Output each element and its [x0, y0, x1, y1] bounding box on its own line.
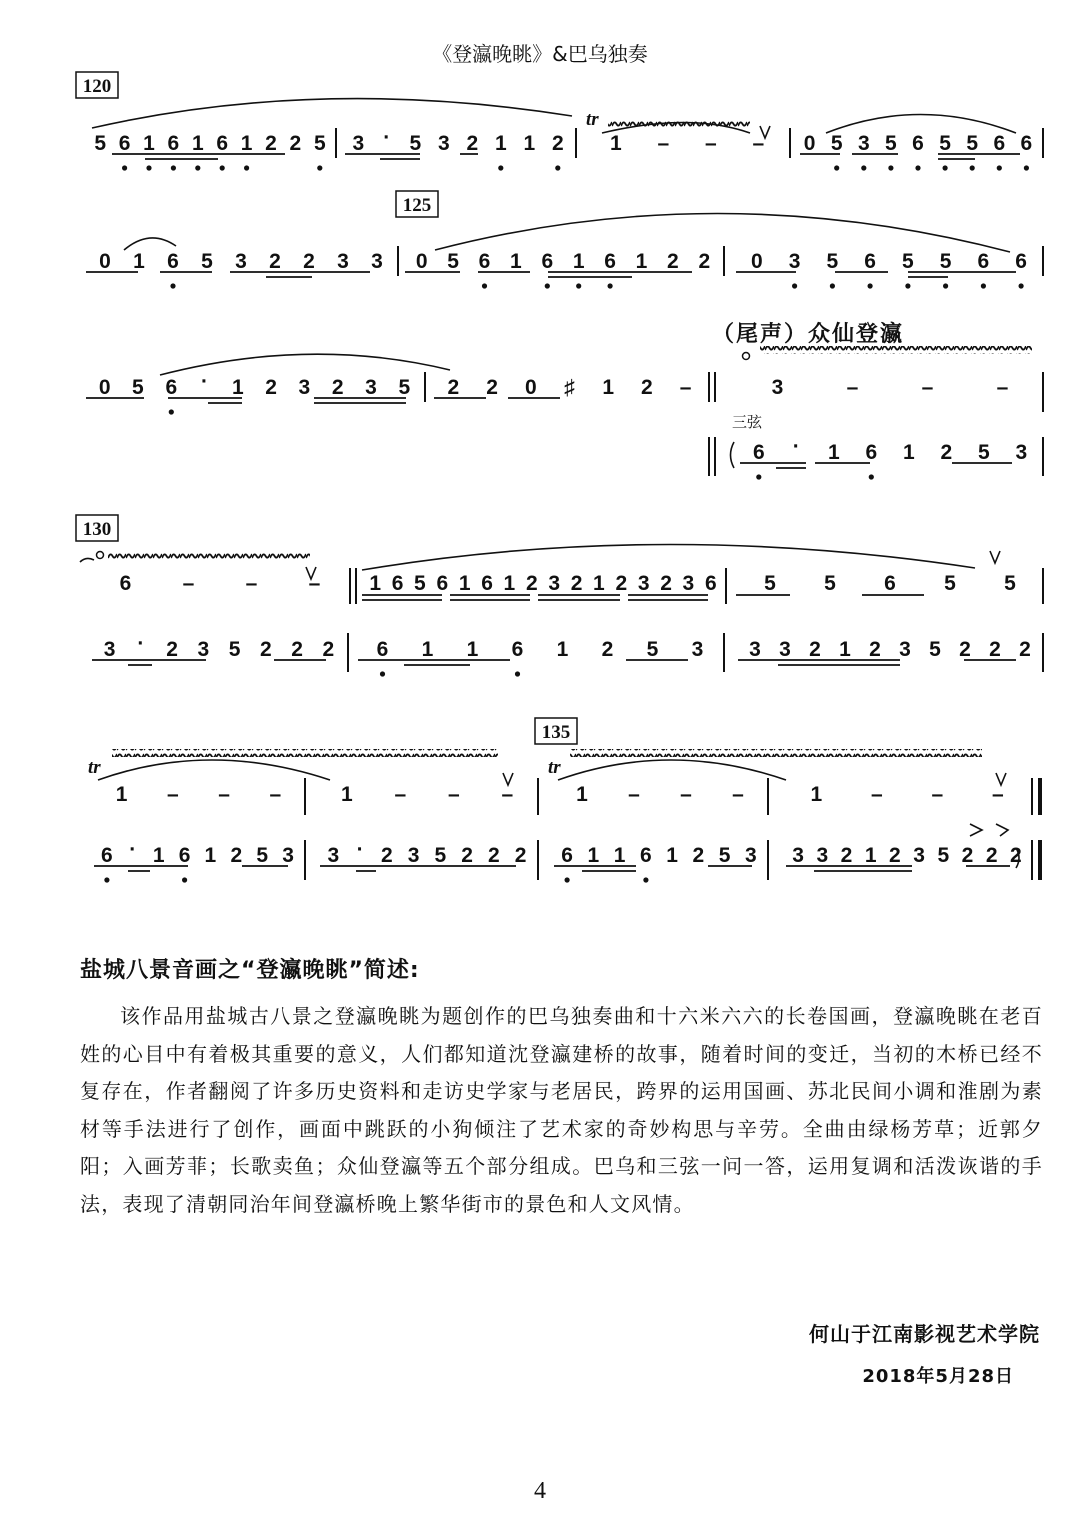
low-octave-dot — [244, 165, 249, 170]
score-note: 6 — [640, 844, 652, 867]
score-note: 1 — [666, 844, 678, 867]
score-note: – — [218, 783, 230, 806]
score-note: – — [679, 376, 692, 399]
score-note: 1 — [369, 572, 382, 595]
low-octave-dot — [1024, 165, 1029, 170]
low-octave-dot — [220, 165, 225, 170]
score-note: 5 — [824, 572, 836, 595]
score-note: 1 — [340, 783, 353, 806]
low-octave-dot — [868, 283, 873, 288]
score-note: 6 — [884, 572, 896, 595]
score-note: ♯ — [564, 376, 575, 399]
low-octave-dot — [182, 877, 187, 882]
low-octave-dot — [643, 877, 648, 882]
low-octave-dot — [943, 165, 948, 170]
score-note: 1 — [503, 572, 516, 595]
score-note: 2 — [265, 132, 277, 155]
score-note: 5 — [313, 132, 326, 155]
score-note: – — [870, 783, 883, 806]
score-note: 6 — [436, 572, 449, 595]
low-octave-dot — [905, 283, 910, 288]
score-note: 3 — [327, 844, 340, 867]
score-note: 3 — [371, 250, 383, 273]
score-note: 3 — [235, 250, 247, 273]
score-note: 2 — [1019, 638, 1031, 661]
score-note: 5 — [414, 572, 426, 595]
score-note: 1 — [810, 783, 823, 806]
score-note: 1 — [240, 132, 253, 155]
score-note: 5 — [447, 250, 459, 273]
score-note: 2 — [809, 638, 821, 661]
score-note: 1 — [576, 783, 588, 806]
low-octave-dot — [792, 283, 797, 288]
score-note: 3 — [197, 638, 210, 661]
score-note: 2 — [961, 844, 974, 867]
score-note: 1 — [523, 132, 536, 155]
score-note: 2 — [322, 638, 335, 661]
score-note: 6 — [752, 441, 765, 464]
score-note: 6 — [1020, 132, 1033, 155]
low-octave-dot — [861, 165, 866, 170]
score-note: 2 — [514, 844, 527, 867]
score-note: 1 — [827, 441, 840, 464]
score-note: 1 — [152, 844, 165, 867]
score-note: 5 — [826, 250, 839, 273]
score-note: 2 — [166, 638, 178, 661]
score-note: 2 — [551, 132, 564, 155]
score-note: 1 — [864, 844, 877, 867]
score-note: 6 — [704, 572, 717, 595]
score-note: 1 — [593, 572, 605, 595]
score-note: 1 — [133, 250, 145, 273]
score-note: 2 — [265, 376, 277, 399]
score-note: 6 — [864, 250, 876, 273]
low-octave-dot — [576, 283, 581, 288]
low-octave-dot — [915, 165, 920, 170]
trill-mark: tr — [586, 109, 599, 130]
score-note: 3 — [779, 638, 791, 661]
score-note: 3 — [816, 844, 829, 867]
score-note: 3 — [857, 132, 870, 155]
score-note: 3 — [337, 250, 349, 273]
score-note: 6 — [1015, 250, 1027, 273]
low-octave-dot — [545, 283, 550, 288]
score-note: 1 — [839, 638, 851, 661]
score-note: 0 — [98, 376, 111, 399]
score-note: – — [394, 783, 407, 806]
score-note: 1 — [602, 376, 615, 399]
score-note: 2 — [601, 638, 614, 661]
measure-number: 135 — [541, 722, 571, 743]
score-note: 5 — [718, 844, 731, 867]
score-note: – — [704, 132, 717, 155]
score-note: – — [921, 376, 934, 399]
low-octave-dot — [380, 671, 385, 676]
score-note: – — [447, 783, 460, 806]
score-note: 5 — [1004, 572, 1016, 595]
score-note: 5 — [902, 250, 914, 273]
low-octave-dot — [943, 283, 948, 288]
score-note: 1 — [556, 638, 569, 661]
score-note: 2 — [381, 844, 393, 867]
score-note: 6 — [167, 132, 180, 155]
signature: 何山于江南影视艺术学院 — [809, 1322, 1040, 1346]
low-octave-dot — [981, 283, 986, 288]
score-note: – — [991, 783, 1004, 806]
score-note: 5 — [646, 638, 659, 661]
score-note: 3 — [749, 638, 761, 661]
score-note: 2 — [486, 376, 498, 399]
score-note: 6 — [178, 844, 191, 867]
score-note: · — [201, 370, 208, 393]
score-note: 2 — [985, 844, 998, 867]
score-note: 2 — [260, 638, 272, 661]
score-note: 0 — [751, 250, 763, 273]
score-note: 3 — [682, 572, 695, 595]
score-note: 3 — [1015, 441, 1028, 464]
low-octave-dot — [170, 283, 175, 288]
score-note: 2 — [447, 376, 460, 399]
low-octave-dot — [555, 165, 560, 170]
score-note: 6 — [481, 572, 493, 595]
score-note: 3 — [745, 844, 757, 867]
score-note: 5 — [977, 441, 990, 464]
score-note: 3 — [637, 572, 650, 595]
score-note: 2 — [641, 376, 653, 399]
score-note: 1 — [510, 250, 522, 273]
score-note: 3 — [282, 844, 294, 867]
score-note: 3 — [548, 572, 561, 595]
score-note: 2 — [840, 844, 853, 867]
score-note: 0 — [524, 376, 537, 399]
trill-mark: tr — [88, 757, 101, 778]
score-note: 2 — [525, 572, 538, 595]
score-note: 1 — [587, 844, 600, 867]
score-note: 5 — [885, 132, 897, 155]
score-note: 1 — [613, 844, 626, 867]
score-note: 2 — [667, 250, 679, 273]
score-note: – — [931, 783, 944, 806]
score-note: – — [308, 572, 321, 595]
score-note: 6 — [119, 572, 132, 595]
score-note: 2 — [989, 638, 1001, 661]
score-note: – — [269, 783, 282, 806]
score-note: 1 — [143, 132, 155, 155]
trill-mark: tr — [548, 757, 561, 778]
score-note: 5 — [937, 844, 950, 867]
score-note: · — [383, 126, 391, 149]
score-note: · — [792, 435, 800, 458]
score-note: 2 — [869, 638, 881, 661]
score-note: 1 — [458, 572, 471, 595]
score-note: 5 — [944, 572, 956, 595]
score-note: 5 — [830, 132, 843, 155]
score-note: 3 — [771, 376, 784, 399]
score-note: 1 — [902, 441, 915, 464]
score-note: 5 — [409, 132, 422, 155]
score-note: – — [732, 783, 744, 806]
low-octave-dot — [756, 474, 761, 479]
measure-number: 125 — [402, 195, 432, 216]
score-note: 2 — [889, 844, 901, 867]
score-note: 5 — [764, 572, 776, 595]
sanxian-label: 三弦 — [732, 413, 763, 431]
score-note: 6 — [118, 132, 131, 155]
low-octave-dot — [608, 283, 613, 288]
low-octave-dot — [498, 165, 503, 170]
score-note: – — [752, 132, 765, 155]
score-note: 2 — [615, 572, 628, 595]
score-note: 3 — [298, 376, 311, 399]
score-note: · — [129, 838, 137, 861]
score-note: 0 — [415, 250, 428, 273]
low-octave-dot — [122, 165, 127, 170]
low-octave-dot — [869, 474, 874, 479]
score-note: 2 — [692, 844, 705, 867]
essay-title: 盐城八景音画之“登瀛晚眺”简述: — [80, 958, 420, 983]
score-note: 5 — [228, 638, 241, 661]
score-note: 1 — [421, 638, 434, 661]
score-note: 6 — [865, 441, 878, 464]
score-note: 3 — [792, 844, 804, 867]
score-note: 6 — [101, 844, 113, 867]
low-octave-dot — [146, 165, 151, 170]
low-octave-dot — [830, 283, 835, 288]
low-octave-dot — [171, 165, 176, 170]
score-note: 1 — [115, 783, 128, 806]
score-note: 1 — [635, 250, 648, 273]
score-note: 3 — [691, 638, 704, 661]
score-note: 3 — [788, 250, 801, 273]
score-note: 0 — [99, 250, 111, 273]
score-note: 2 — [466, 132, 479, 155]
score-note: 3 — [913, 844, 925, 867]
score-note: – — [657, 132, 670, 155]
score-note: 6 — [561, 844, 573, 867]
score-note: 5 — [398, 376, 411, 399]
score-note: 6 — [993, 132, 1006, 155]
section-title: （尾声）众仙登瀛 — [712, 322, 905, 347]
page-header: 《登瀛晚眺》&巴乌独奏 — [432, 42, 648, 66]
page-number: 4 — [534, 1478, 546, 1504]
score-note: 1 — [572, 250, 585, 273]
low-octave-dot — [482, 283, 487, 288]
score-note: 2 — [1010, 844, 1022, 867]
score-note: 1 — [191, 132, 204, 155]
score-note: · — [356, 838, 364, 861]
score-note: 2 — [940, 441, 953, 464]
low-octave-dot — [997, 165, 1002, 170]
score-note: 2 — [303, 250, 315, 273]
score-note: 5 — [201, 250, 213, 273]
score-note: 6 — [977, 250, 990, 273]
score-note: 0 — [803, 132, 816, 155]
low-octave-dot — [888, 165, 893, 170]
score-note: 6 — [376, 638, 389, 661]
measure-number: 120 — [82, 76, 112, 97]
score-note: – — [846, 376, 859, 399]
score-note: 5 — [256, 844, 269, 867]
score-note: 3 — [103, 638, 116, 661]
score-note: 3 — [365, 376, 377, 399]
low-octave-dot — [195, 165, 200, 170]
low-octave-dot — [317, 165, 322, 170]
score-note: 3 — [899, 638, 911, 661]
score-note: 6 — [511, 638, 524, 661]
low-octave-dot — [970, 165, 975, 170]
score-note: – — [628, 783, 640, 806]
score-note: 1 — [204, 844, 217, 867]
score-note: 2 — [488, 844, 500, 867]
signature-date: 2018年5月28日 — [862, 1366, 1014, 1387]
score-note: 5 — [939, 250, 952, 273]
score-note: 3 — [437, 132, 450, 155]
score-note: – — [996, 376, 1009, 399]
score-note: 5 — [434, 844, 447, 867]
score-note: 3 — [352, 132, 365, 155]
score-note: · — [137, 632, 145, 655]
score-note: 6 — [604, 250, 616, 273]
score-note: – — [167, 783, 179, 806]
low-octave-dot — [1019, 283, 1024, 288]
score-note: 2 — [289, 132, 302, 155]
score-note: – — [245, 572, 258, 595]
essay-body: 该作品用盐城古八景之登瀛晚眺为题创作的巴乌独奏曲和十六米六六的长卷国画，登瀛晚眺在老百姓的心目中有着极其重要的意义，人们都知道沈登瀛建桥的故事，随着时间的变迁，当初的木桥已经不复存在，作者翻阅了许多历史资料和走访史学家与老居民，跨界的运用国画、苏北民间小调和淮剧为素材等手法进行了创作，画面中跳跃的小狗倾注了艺术家的奇妙构思与辛劳。全曲由绿杨芳草；近郭夕阳；入画芳菲；长歌卖鱼；众仙登瀛等五个部分组成。巴乌和三弦一问一答，运用复调和活泼诙谐的手法，表现了清朝同治年间登瀛桥晚上繁华街市的景色和人文风情。 — [80, 1004, 1043, 1216]
score-note: 5 — [132, 376, 144, 399]
low-octave-dot — [834, 165, 839, 170]
low-octave-dot — [565, 877, 570, 882]
score-note: 6 — [165, 376, 178, 399]
score-note: 2 — [660, 572, 672, 595]
score-note: 1 — [494, 132, 507, 155]
score-note: 2 — [698, 250, 711, 273]
score-note: 2 — [291, 638, 303, 661]
score-note: 5 — [966, 132, 979, 155]
score-note: 5 — [939, 132, 951, 155]
score-note: 1 — [466, 638, 479, 661]
score-note: – — [501, 783, 514, 806]
score-note: 3 — [407, 844, 420, 867]
score-note: 5 — [94, 132, 107, 155]
score-note: 1 — [231, 376, 244, 399]
score-note: 2 — [269, 250, 281, 273]
low-octave-dot — [104, 877, 109, 882]
score-note: 6 — [167, 250, 179, 273]
score-note: 6 — [391, 572, 404, 595]
score-note: 6 — [541, 250, 554, 273]
score-note: 2 — [959, 638, 971, 661]
score-note: 2 — [331, 376, 344, 399]
score-note: – — [680, 783, 692, 806]
low-octave-dot — [169, 409, 174, 414]
score-note: 6 — [216, 132, 229, 155]
score-note: 2 — [230, 844, 243, 867]
low-octave-dot — [515, 671, 520, 676]
score-note: 6 — [478, 250, 491, 273]
score-note: 2 — [461, 844, 473, 867]
score-note: 6 — [912, 132, 924, 155]
score-note: 5 — [929, 638, 941, 661]
score-note: 2 — [570, 572, 583, 595]
measure-number: 130 — [82, 519, 112, 540]
score-note: – — [182, 572, 195, 595]
score-note: 1 — [609, 132, 622, 155]
